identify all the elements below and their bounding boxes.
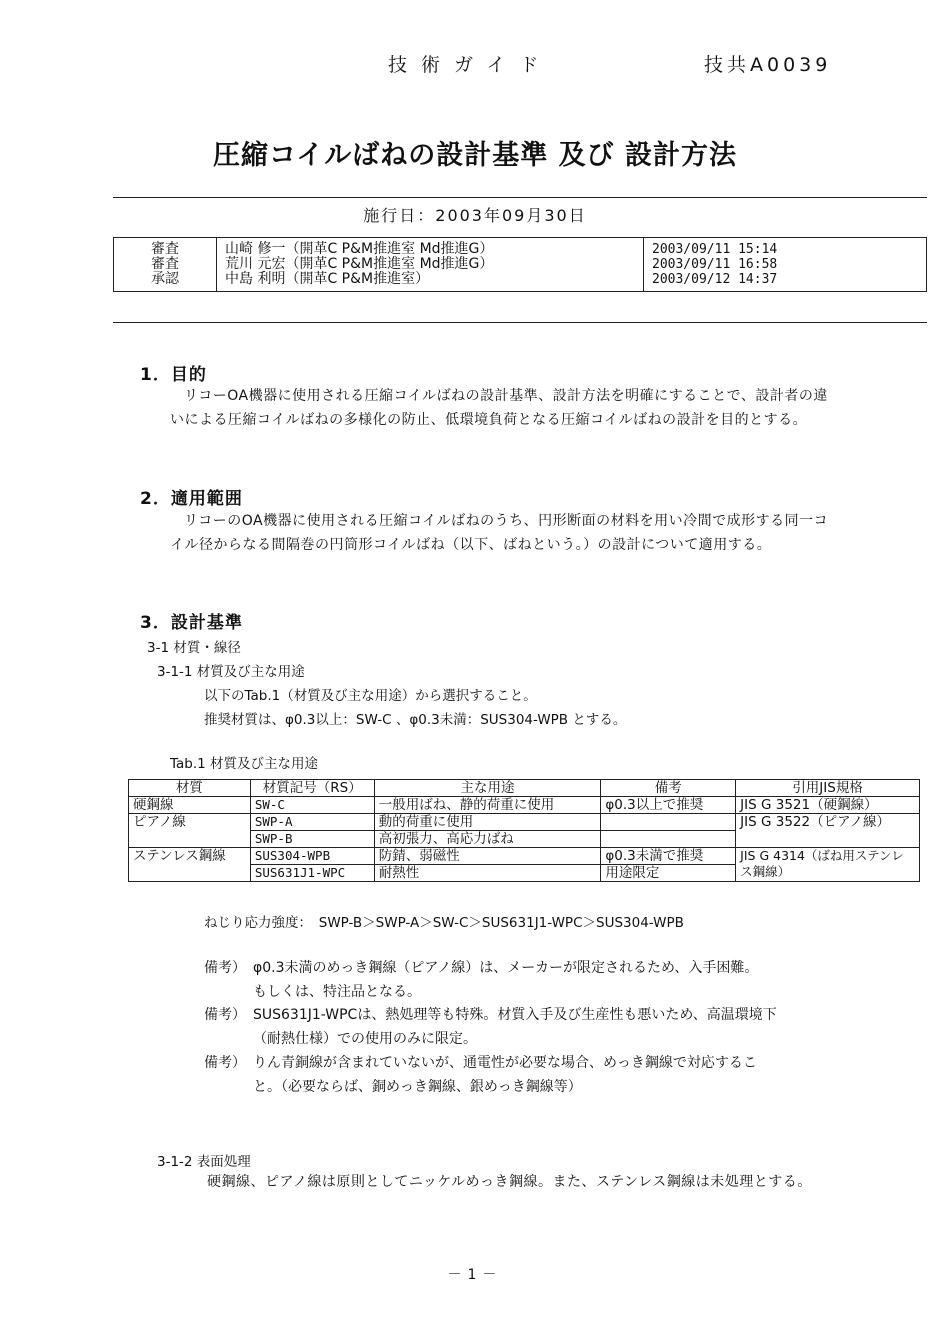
table-cell: JIS G 4314（ばね用ステンレス鋼線） bbox=[736, 848, 920, 882]
section-3-heading: 3．設計基準 bbox=[140, 613, 243, 633]
header-divider bbox=[113, 322, 927, 323]
torsion-strength-order: ねじり応力強度： SWP-B＞SWP-A＞SW-C＞SUS631J1-WPC＞SUS304-WPB bbox=[204, 915, 684, 931]
table-caption: Tab.1 材質及び主な用途 bbox=[170, 756, 319, 772]
table-row bbox=[129, 831, 920, 848]
table-header-row bbox=[129, 780, 920, 797]
table-row bbox=[129, 848, 920, 865]
table-cell: 高初張力、高応力ばね bbox=[374, 831, 601, 848]
note-2-line-1: SUS631J1-WPCは、熱処理等も特殊。材質入手及び生産性も悪いため、高温環境下 bbox=[253, 1007, 777, 1023]
table-cell: ステンレス鋼線 bbox=[129, 848, 251, 865]
column-header: 備考 bbox=[601, 780, 736, 797]
section-2-body: リコーのOA機器に使用される圧縮コイルばねのうち、円形断面の材料を用い冷間で成形する同一コイル径からなる間隔巻の円筒形コイルばね（以下、ばねという。）の設計について適用する。 bbox=[170, 513, 829, 553]
note-3-line-1: りん青銅線が含まれていないが、通電性が必要な場合、めっき鋼線で対応するこ bbox=[253, 1055, 757, 1071]
page-number: －1－ bbox=[447, 1267, 503, 1283]
note-2-line-2: （耐熱仕様）での使用のみに限定。 bbox=[253, 1031, 477, 1047]
table-cell: 硬鋼線 bbox=[129, 797, 251, 814]
table-cell: 耐熱性 bbox=[374, 865, 601, 882]
table-cell: 動的荷重に使用 bbox=[374, 814, 601, 831]
doc-code: 技共A0039 bbox=[704, 54, 832, 76]
selection-instruction: 以下のTab.1（材質及び主な用途）から選択すること。 bbox=[204, 688, 537, 704]
table-cell: SWP-B bbox=[250, 831, 374, 848]
table-cell: 用途限定 bbox=[601, 865, 736, 882]
table-cell: ピアノ線 bbox=[129, 814, 251, 831]
surface-treatment-body: 硬鋼線、ピアノ線は原則としてニッケルめっき鋼線。また、ステンレス鋼線は未処理とする。 bbox=[207, 1174, 812, 1190]
table-cell: SW-C bbox=[250, 797, 374, 814]
table-row bbox=[129, 797, 920, 814]
table-row bbox=[129, 814, 920, 831]
table-cell: 防錆、弱磁性 bbox=[374, 848, 601, 865]
table-cell bbox=[129, 831, 251, 848]
note-1-line-2: もしくは、特注品となる。 bbox=[253, 984, 421, 1000]
table-cell: JIS G 3522（ピアノ線） bbox=[736, 814, 920, 831]
table-cell bbox=[736, 831, 920, 848]
subsection-3-1-1: 3-1-1 材質及び主な用途 bbox=[157, 664, 305, 680]
table-cell: φ0.3以上で推奨 bbox=[601, 797, 736, 814]
approval-persons: 山崎 修一（開革C P&M推進室 Md推進G） 荒川 元宏（開革C P&M推進室 Md推進G） 中島 利明（開革C P&M推進室） bbox=[217, 238, 644, 292]
table-cell: SUS631J1-WPC bbox=[250, 865, 374, 882]
column-header: 引用JIS規格 bbox=[736, 780, 920, 797]
note-1-label: 備考） bbox=[204, 960, 246, 976]
table-cell: JIS G 3521（硬鋼線） bbox=[736, 797, 920, 814]
recommended-materials: 推奨材質は、φ0.3以上：SW-C 、φ0.3未満：SUS304-WPB とする。 bbox=[204, 712, 627, 728]
approval-datetimes: 2003/09/11 15:14 2003/09/11 16:58 2003/09/12 14:37 bbox=[644, 238, 927, 292]
table-cell bbox=[129, 865, 251, 882]
note-3-label: 備考） bbox=[204, 1055, 246, 1071]
table-cell: 一般用ばね、静的荷重に使用 bbox=[374, 797, 601, 814]
table-cell: SUS304-WPB bbox=[250, 848, 374, 865]
table-cell: SWP-A bbox=[250, 814, 374, 831]
section-1-heading: 1．目的 bbox=[140, 365, 207, 385]
doc-type-label: 技術ガイド bbox=[388, 54, 553, 76]
column-header: 主な用途 bbox=[374, 780, 601, 797]
column-header: 材質記号（RS） bbox=[250, 780, 374, 797]
section-1-body: リコーOA機器に使用される圧縮コイルばねの設計基準、設計方法を明確にすることで、設計者の違いによる圧縮コイルばねの多様化の防止、低環境負荷となる圧縮コイルばねの設計を目的とする。 bbox=[170, 388, 828, 428]
page-title: 圧縮コイルばねの設計基準 及び 設計方法 bbox=[213, 140, 737, 171]
approval-table bbox=[113, 237, 927, 292]
approval-roles: 審査 審査 承認 bbox=[151, 241, 179, 287]
table-cell bbox=[601, 831, 736, 848]
subsection-3-1: 3-1 材質・線径 bbox=[147, 640, 241, 656]
materials-table bbox=[128, 779, 920, 882]
table-cell bbox=[601, 814, 736, 831]
note-3-line-2: と。（必要ならば、銅めっき鋼線、銀めっき鋼線等） bbox=[253, 1079, 582, 1095]
effective-date: 施行日：2003年09月30日 bbox=[363, 206, 587, 225]
title-divider bbox=[113, 197, 927, 198]
note-1-line-1: φ0.3未満のめっき鋼線（ピアノ線）は、メーカーが限定されるため、入手困難。 bbox=[253, 960, 759, 976]
column-header: 材質 bbox=[129, 780, 251, 797]
section-2-heading: 2．適用範囲 bbox=[140, 489, 243, 509]
note-2-label: 備考） bbox=[204, 1007, 246, 1023]
subsection-3-1-2: 3-1-2 表面処理 bbox=[157, 1154, 251, 1170]
table-cell: φ0.3未満で推奨 bbox=[601, 848, 736, 865]
